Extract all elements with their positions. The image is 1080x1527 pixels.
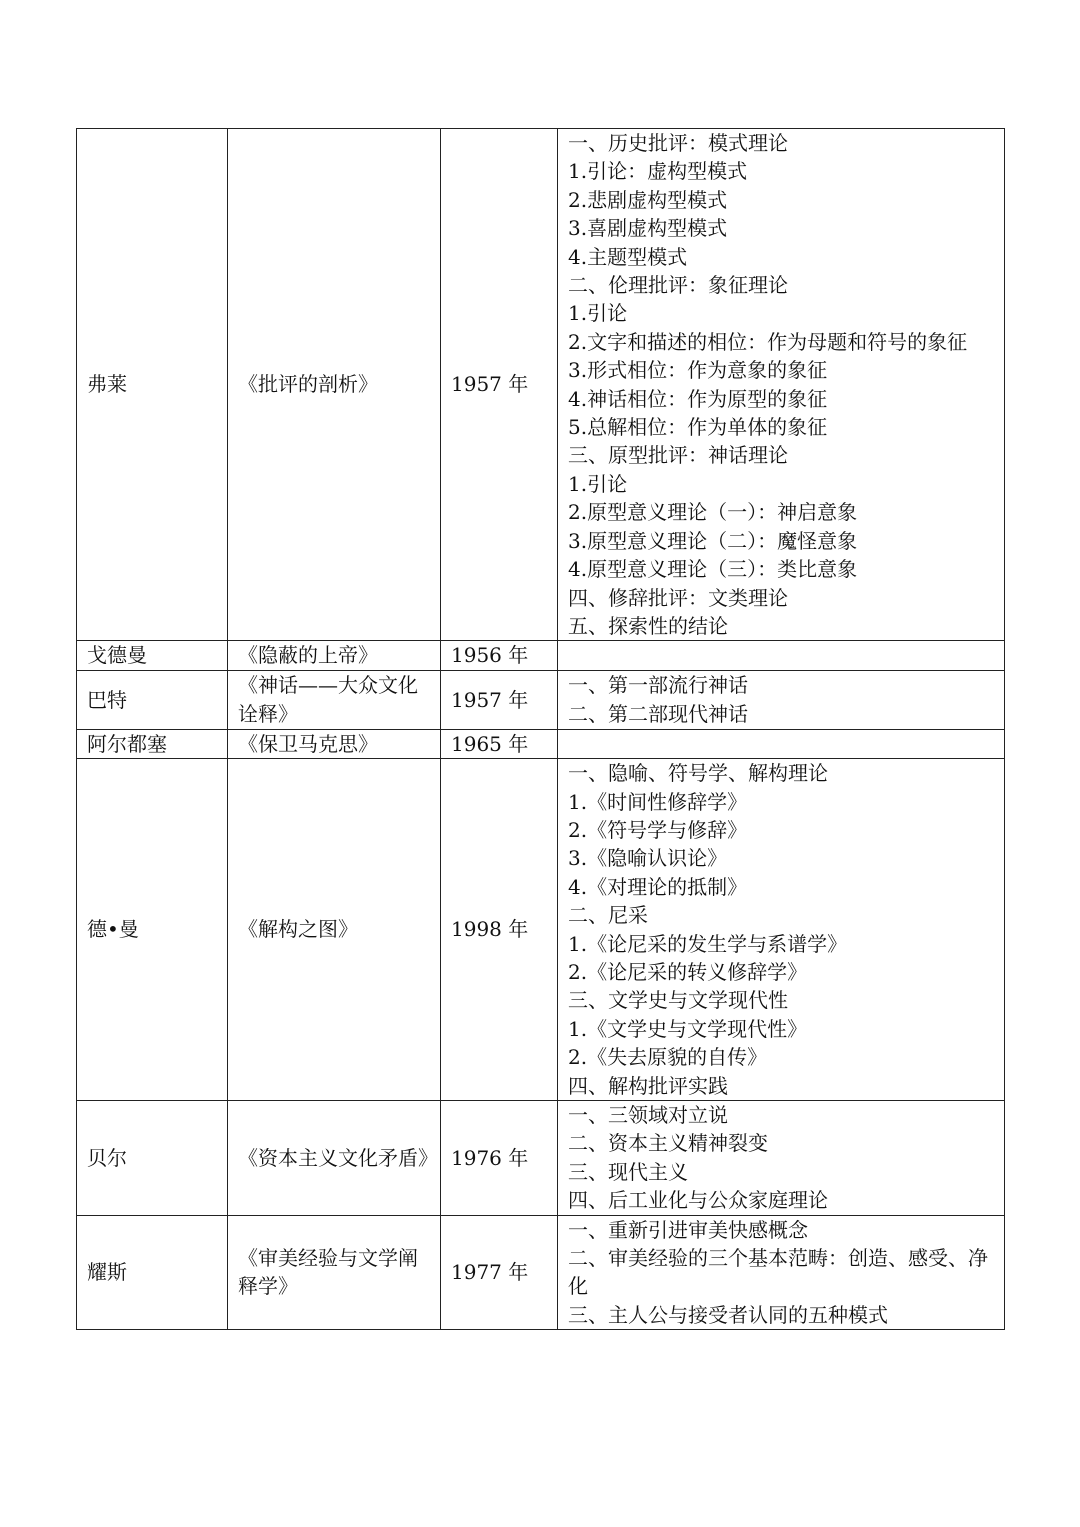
list-item: 3.原型意义理论（二）：魔怪意象 (568, 528, 858, 553)
works-table (76, 128, 1005, 1330)
list-item: 三、主人公与接受者认同的五种模式 (568, 1302, 888, 1327)
table-row (77, 729, 1005, 758)
list-item: 二、尼采 (568, 903, 648, 928)
list-item: 1.引论 (568, 471, 628, 496)
title-cell: 《审美经验与文学阐释学》 (228, 1215, 441, 1330)
list-item: 1.引论：虚构型模式 (568, 159, 748, 184)
list-item: 1.《文学史与文学现代性》 (568, 1016, 808, 1041)
list-item: 2.文字和描述的相位：作为母题和符号的象征 (568, 329, 968, 354)
list-item: 一、隐喻、符号学、解构理论 (568, 761, 828, 786)
list-item: 2.《论尼采的转义修辞学》 (568, 959, 808, 984)
table-row (77, 129, 1005, 641)
list-item: 2.《符号学与修辞》 (568, 817, 748, 842)
year-cell: 1956 年 (441, 641, 558, 670)
contents-cell (558, 1101, 1005, 1216)
list-item: 3.《隐喻认识论》 (568, 846, 728, 871)
list-item: 4.主题型模式 (568, 244, 688, 269)
author-cell: 弗莱 (77, 129, 228, 641)
year-cell: 1977 年 (441, 1215, 558, 1330)
contents-list (568, 671, 994, 728)
list-item: 2.悲剧虚构型模式 (568, 187, 728, 212)
contents-list (568, 129, 994, 640)
table-row (77, 670, 1005, 729)
list-item: 三、文学史与文学现代性 (568, 988, 788, 1013)
table-row (77, 1101, 1005, 1216)
author-cell: 阿尔都塞 (77, 729, 228, 758)
author-cell: 贝尔 (77, 1101, 228, 1216)
table-row (77, 759, 1005, 1101)
list-item: 五、探索性的结论 (568, 613, 728, 638)
list-item: 3.喜剧虚构型模式 (568, 216, 728, 241)
title-cell: 《隐蔽的上帝》 (228, 641, 441, 670)
year-cell: 1965 年 (441, 729, 558, 758)
list-item: 3.形式相位：作为意象的象征 (568, 358, 828, 383)
list-item: 四、修辞批评：文类理论 (568, 585, 788, 610)
list-item: 二、第二部现代神话 (568, 701, 748, 726)
list-item: 二、资本主义精神裂变 (568, 1131, 768, 1156)
list-item: 4.原型意义理论（三）：类比意象 (568, 557, 858, 582)
contents-list (568, 759, 994, 1100)
table-row (77, 641, 1005, 670)
list-item: 三、现代主义 (568, 1159, 688, 1184)
author-cell: 耀斯 (77, 1215, 228, 1330)
list-item: 二、伦理批评：象征理论 (568, 273, 788, 298)
list-item: 5.总解相位：作为单体的象征 (568, 415, 828, 440)
contents-cell (558, 759, 1005, 1101)
list-item: 1.引论 (568, 301, 628, 326)
contents-cell (558, 129, 1005, 641)
year-cell: 1998 年 (441, 759, 558, 1101)
list-item: 二、审美经验的三个基本范畴：创造、感受、净化 (568, 1246, 988, 1299)
list-item: 1.《论尼采的发生学与系谱学》 (568, 931, 848, 956)
contents-list (568, 1216, 994, 1330)
title-cell: 《解构之图》 (228, 759, 441, 1101)
contents-list (568, 1101, 994, 1215)
list-item: 四、解构批评实践 (568, 1073, 728, 1098)
list-item: 4.神话相位：作为原型的象征 (568, 386, 828, 411)
author-cell: 德•曼 (77, 759, 228, 1101)
list-item: 一、第一部流行神话 (568, 673, 748, 698)
list-item: 四、后工业化与公众家庭理论 (568, 1188, 828, 1213)
list-item: 4.《对理论的抵制》 (568, 874, 748, 899)
contents-cell (558, 641, 1005, 670)
contents-cell (558, 670, 1005, 729)
list-item: 一、历史批评：模式理论 (568, 131, 788, 155)
contents-cell (558, 1215, 1005, 1330)
list-item: 一、重新引进审美快感概念 (568, 1217, 808, 1242)
list-item: 三、原型批评：神话理论 (568, 443, 788, 468)
list-item: 一、三领域对立说 (568, 1103, 728, 1127)
list-item: 2.原型意义理论（一）：神启意象 (568, 500, 858, 525)
title-cell: 《保卫马克思》 (228, 729, 441, 758)
year-cell: 1976 年 (441, 1101, 558, 1216)
list-item: 1.《时间性修辞学》 (568, 789, 748, 814)
table-row (77, 1215, 1005, 1330)
title-cell: 《批评的剖析》 (228, 129, 441, 641)
author-cell: 戈德曼 (77, 641, 228, 670)
title-cell: 《神话——大众文化诠释》 (228, 670, 441, 729)
title-cell: 《资本主义文化矛盾》 (228, 1101, 441, 1216)
year-cell: 1957 年 (441, 670, 558, 729)
author-cell: 巴特 (77, 670, 228, 729)
year-cell: 1957 年 (441, 129, 558, 641)
contents-cell (558, 729, 1005, 758)
list-item: 2.《失去原貌的自传》 (568, 1045, 768, 1070)
